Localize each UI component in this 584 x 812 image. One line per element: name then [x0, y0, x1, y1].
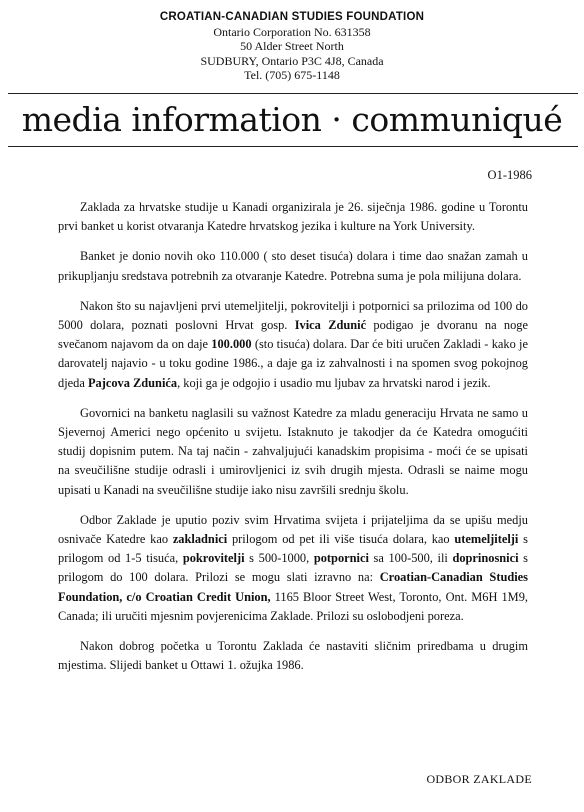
- donation-amount: 100.000: [211, 337, 252, 352]
- document-body: [58, 198, 528, 686]
- phone-number: Tel. (705) 675-1148: [244, 68, 340, 82]
- letterhead: [0, 10, 584, 83]
- paragraph-4: Govornici na banketu naglasili su važnost Katedre za mladu generaciju Hrvata ne samo u Sjevernoj Americi nego općenito u svijetu. Istaknuto je takodjer da će Katedra omogućiti studij dopisnim putem. Na taj način - zahvaljujući kanadskim propisima - moći će se upisati na sveučilišne studije odrasli i umirovljenici iz svih drugih mjesta. Odrasli se naime mogu upisati u Kanadi na sveučilišne studije iako nisu završili srednju školu.: [58, 405, 528, 497]
- donor-name: Ivica Zdunić: [294, 318, 367, 333]
- media-banner: media information · communiqué: [21, 100, 563, 139]
- paragraph-6: Nakon dobrog početka u Torontu Zaklada će nastaviti sličnim priredbama u drugim mjestima. Slijedi banket u Ottawi 1. ožujka 1986.: [58, 639, 528, 673]
- bottom-rule: [8, 146, 578, 147]
- street-address: 50 Alder Street North: [240, 39, 344, 53]
- paragraph-3: Nakon što su najavljeni prvi utemeljitelji, pokrovitelji i potpornici sa prilozima od 100 do 5000 dolara, poznati poslovni Hrvat gosp. Ivica Zdunić podigao je dvoranu na noge svečanom najavom da on daje 100.000 (sto tisuća) dolara. Dar će biti uručen Zakladi - kako je darovatelj najavio - u toku godine 1986., a daje ga iz zahvalnosti i na spomen svog pokojnog djeda Pajcova Zdunića, koji ga je odgojio i usadio mu ljubav za hrvatski narod i jezik.: [58, 298, 529, 390]
- city-address: SUDBURY, Ontario P3C 4J8, Canada: [200, 53, 384, 68]
- term-utemeljitelji: utemeljitelji: [454, 532, 519, 547]
- term-pokrovitelji: pokrovitelji: [182, 551, 245, 566]
- corporation-number: Ontario Corporation No. 631358: [213, 24, 371, 39]
- term-doprinosnici: doprinosnici: [452, 551, 519, 566]
- mailing-address: Croatian-Canadian Studies Foundation, c/o Croatian Credit Union,: [58, 570, 528, 604]
- document-number: O1-1986: [487, 168, 532, 182]
- grandfather-name: Pajcova Zdunića: [87, 375, 178, 390]
- top-rule: [8, 93, 578, 94]
- term-zakladnici: zakladnici: [172, 532, 228, 547]
- paragraph-2: Banket je donio novih oko 110.000 ( sto deset tisuća) dolara i time dao snažan zamah u prikupljanju sredstava potrebnih za otvaranje Katedre. Potrebna suma je pola milijuna dolara.: [58, 249, 528, 283]
- term-potpornici: potpornici: [313, 551, 369, 566]
- paragraph-5: Odbor Zaklade je uputio poziv svim Hrvatima svijeta i prijateljima da se upišu medju osnivače Katedre kao zakladnici prilogom od pet ili više tisuća dolara, kao utemeljitelji s prilogom od 1-5 tisuća, pokrovitelji s 500-1000, potpornici sa 100-500, ili doprinosnici s prilogom do 100 dolara. Prilozi se mogu slati izravno na: Croatian-Canadian Studies Foundation, c/o Croatian Credit Union, 1165 Bloor Street West, Toronto, Ont. M6H 1M9, Canada; ili uručiti mjesnim povjerenicima Zaklade. Prilozi su oslobodjeni poreza.: [58, 512, 529, 623]
- paragraph-1: Zaklada za hrvatske studije u Kanadi organizirala je 26. siječnja 1986. godine u Torontu prvi banket u korist otvaranja Katedre hrvatskog jezika i kulture na York University.: [58, 200, 528, 234]
- signature: ODBOR ZAKLADE: [426, 772, 532, 786]
- foundation-name: CROATIAN-CANADIAN STUDIES FOUNDATION: [159, 11, 425, 23]
